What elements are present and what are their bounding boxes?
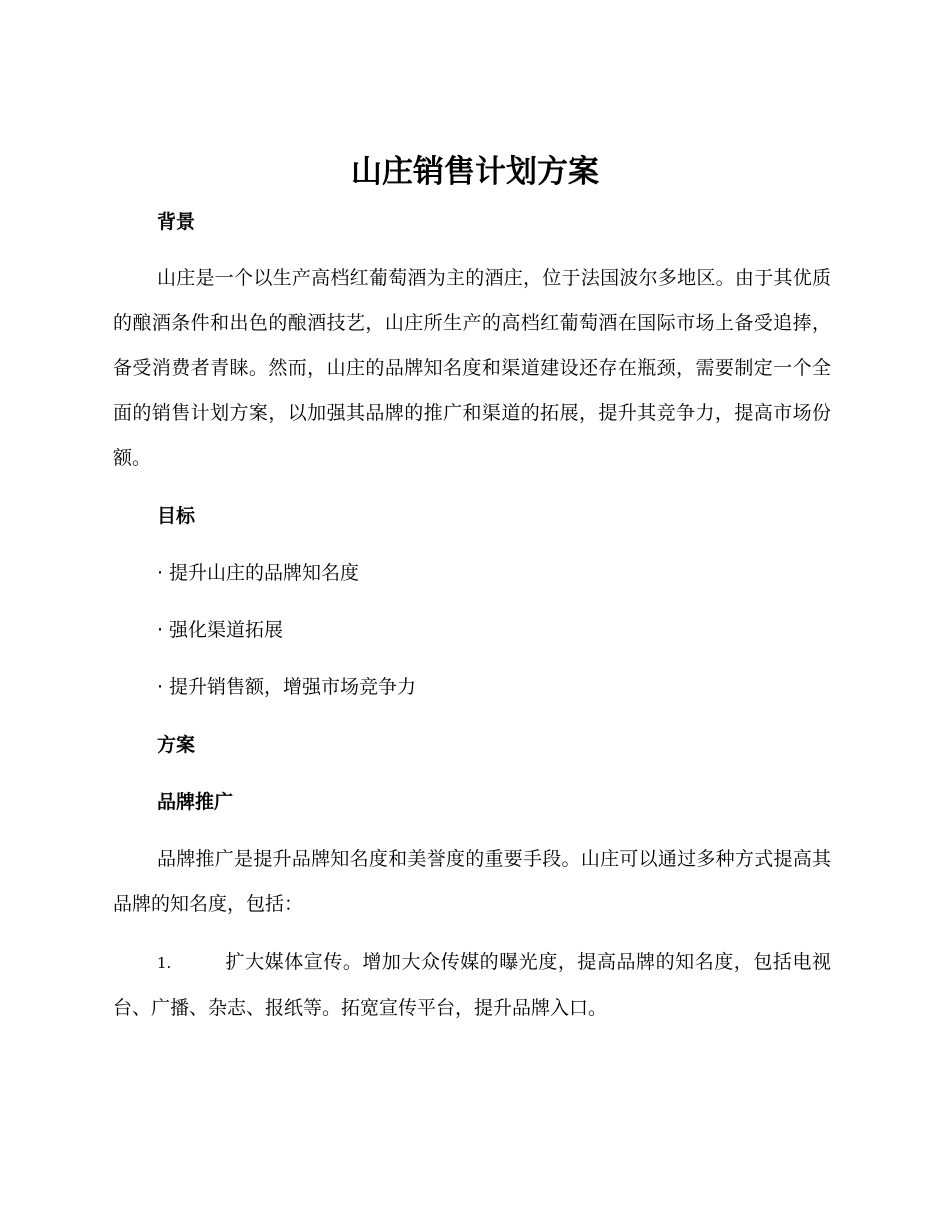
bullet-marker: · [157, 676, 164, 698]
heading-brand-promotion: 品牌推广 [157, 791, 234, 813]
goal-item-text: 强化渠道拓展 [169, 619, 284, 641]
goal-item [157, 673, 416, 701]
item-number: 1. [157, 954, 172, 972]
bullet-marker: · [157, 562, 164, 584]
numbered-item [113, 940, 831, 1031]
goal-item [157, 616, 283, 644]
heading-goals: 目标 [157, 505, 196, 527]
heading-plan: 方案 [157, 734, 196, 756]
goal-item [157, 559, 359, 587]
item-text: 扩大媒体宣传。增加大众传媒的曝光度，提高品牌的知名度，包括电视台、广播、杂志、报纸等。拓宽宣传平台，提升品牌入口。 [113, 951, 831, 1019]
goal-item-text: 提升销售额，增强市场竞争力 [169, 676, 417, 698]
paragraph-brand-promotion: 品牌推广是提升品牌知名度和美誉度的重要手段。山庄可以通过多种方式提高其品牌的知名度，包括： [113, 848, 831, 915]
paragraph-background: 山庄是一个以生产高档红葡萄酒为主的酒庄，位于法国波尔多地区。由于其优质的酿酒条件和出色的酿酒技艺，山庄所生产的高档红葡萄酒在国际市场上备受追捧，备受消费者青睐。然而，山庄的品牌知名度和渠道建设还存在瓶颈，需要制定一个全面的销售计划方案，以加强其品牌的推广和渠道的拓展，提升其竞争力，提高市场份额。 [113, 267, 831, 469]
heading-background: 背景 [157, 211, 196, 233]
document-title: 山庄销售计划方案 [351, 154, 599, 190]
goal-item-text: 提升山庄的品牌知名度 [169, 562, 360, 584]
bullet-marker: · [157, 619, 164, 641]
